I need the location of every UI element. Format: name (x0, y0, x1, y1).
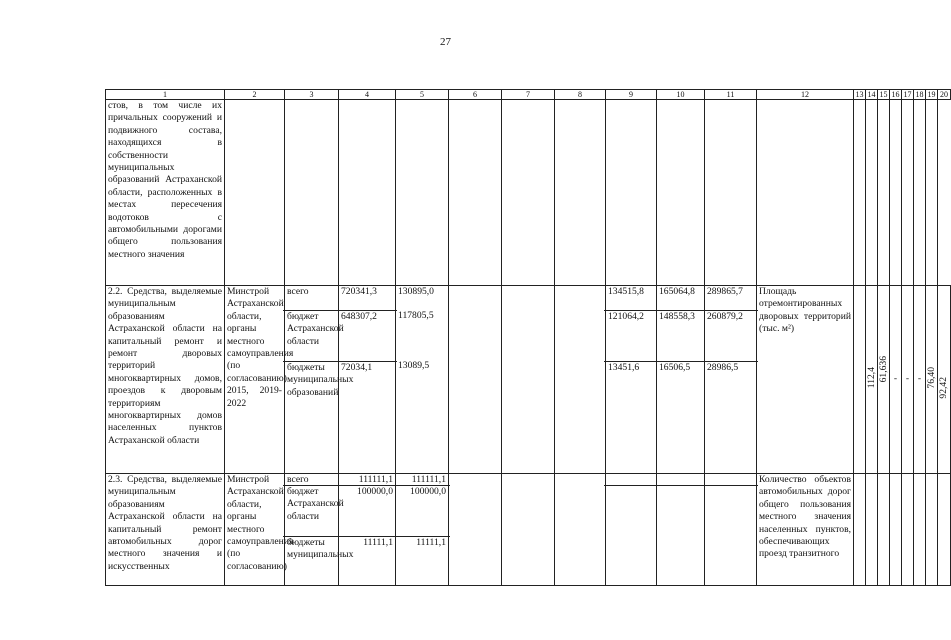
amount-col10: 165064,8 148558,3 16506,5 (657, 286, 705, 474)
activity-name-cell: 2.3. Средства, выделяемые муниципальным образованиям Астраханской области на капитальный ремонт автомобильных дорог местного значения и искусственных (106, 474, 225, 586)
header-cell: 9 (606, 90, 657, 100)
source-municipal: бюджеты муниципальных образований (287, 362, 354, 398)
header-cell: 19 (927, 90, 936, 99)
indicator-value-14: 112,4 (866, 366, 877, 388)
header-cell: 15 (879, 90, 888, 99)
table-row-2-3 (106, 474, 951, 586)
program-table-main (105, 89, 951, 586)
executor-cell: Минстрой Астраханской области, органы местного самоуправления (по согласованию) (225, 474, 285, 586)
funding-source-cell: всего бюджет Астраханской области бюджеты муниципальных (285, 474, 339, 586)
amount-col4: 111111,1 100000,0 11111,1 (339, 474, 396, 586)
indicator-cell: Площадь отремонтированных дворовых территорий (тыс. м²) (757, 286, 854, 474)
header-cell: 12 (757, 90, 854, 100)
header-row (106, 90, 951, 100)
source-total: всего (287, 286, 309, 297)
header-cell: 7 (502, 90, 555, 100)
indicator-value-15: 61,636 (878, 356, 889, 383)
source-regional: бюджет Астраханской области (287, 311, 344, 347)
header-cell: 2 (225, 90, 285, 100)
header-cell: 10 (657, 90, 705, 100)
amount-col5: 111111,1 100000,0 11111,1 (396, 474, 449, 586)
indicator-value-18: - (917, 373, 922, 385)
header-cell: 18 (915, 90, 924, 99)
header-cell: 6 (449, 90, 502, 100)
header-cell: 8 (555, 90, 606, 100)
header-cell: 1 (106, 90, 225, 100)
activity-name-cell: 2.2. Средства, выделяемые муниципальным образованиям Астраханской области на капитальный ремонт и ремонт дворовых территорий многоквартирных домов, проездов к дворовым территориям многоквартирных домов населенных пунктов Астраханской области (106, 286, 225, 474)
executor-cell: Минстрой Астраханской области, органы местного самоуправления (по согласованию) 2015, 2019-2022 (225, 286, 285, 474)
header-cell: 20 (938, 90, 951, 100)
activity-name-cell: стов, в том числе их причальных сооружений и подвижного состава, находящихся в собственности муниципальных образований Астраханской области, расположенных в местах пересечения водотоков с автомобильными дорогами общего пользования местного значения (106, 100, 225, 286)
header-cell: 5 (396, 90, 449, 100)
amount-col11: 289865,7 260879,2 28986,5 (705, 286, 757, 474)
header-cell: 4 (339, 90, 396, 100)
funding-source-cell (285, 286, 354, 474)
indicator-value-13 (854, 286, 866, 474)
header-cell: 11 (705, 90, 757, 100)
header-cell: 3 (285, 90, 339, 100)
header-cell: 14 (867, 90, 876, 99)
header-cell: 16 (891, 90, 900, 99)
header-cell: 13 (855, 90, 864, 99)
amount-col5: 130895,0 117805,5 13089,5 (396, 286, 449, 474)
indicator-value-20: 92,42 (938, 376, 949, 399)
indicator-cell: Количество объектов автомобильных дорог общего пользования местного значения населенных пунктов, обеспечивающих проезд транзитного (757, 474, 854, 586)
page-number: 27 (440, 36, 451, 48)
table-row-continuation (106, 100, 951, 286)
indicator-value-16: - (893, 373, 898, 385)
table-row-2-2 (106, 286, 951, 474)
header-cell: 17 (903, 90, 912, 99)
amount-col4: 720341,3 648307,2 72034,1 (339, 286, 396, 474)
indicator-value-17: - (905, 373, 910, 385)
amount-col9: 134515,8 121064,2 13451,6 (606, 286, 657, 474)
indicator-value-19: 76,40 (926, 366, 937, 389)
